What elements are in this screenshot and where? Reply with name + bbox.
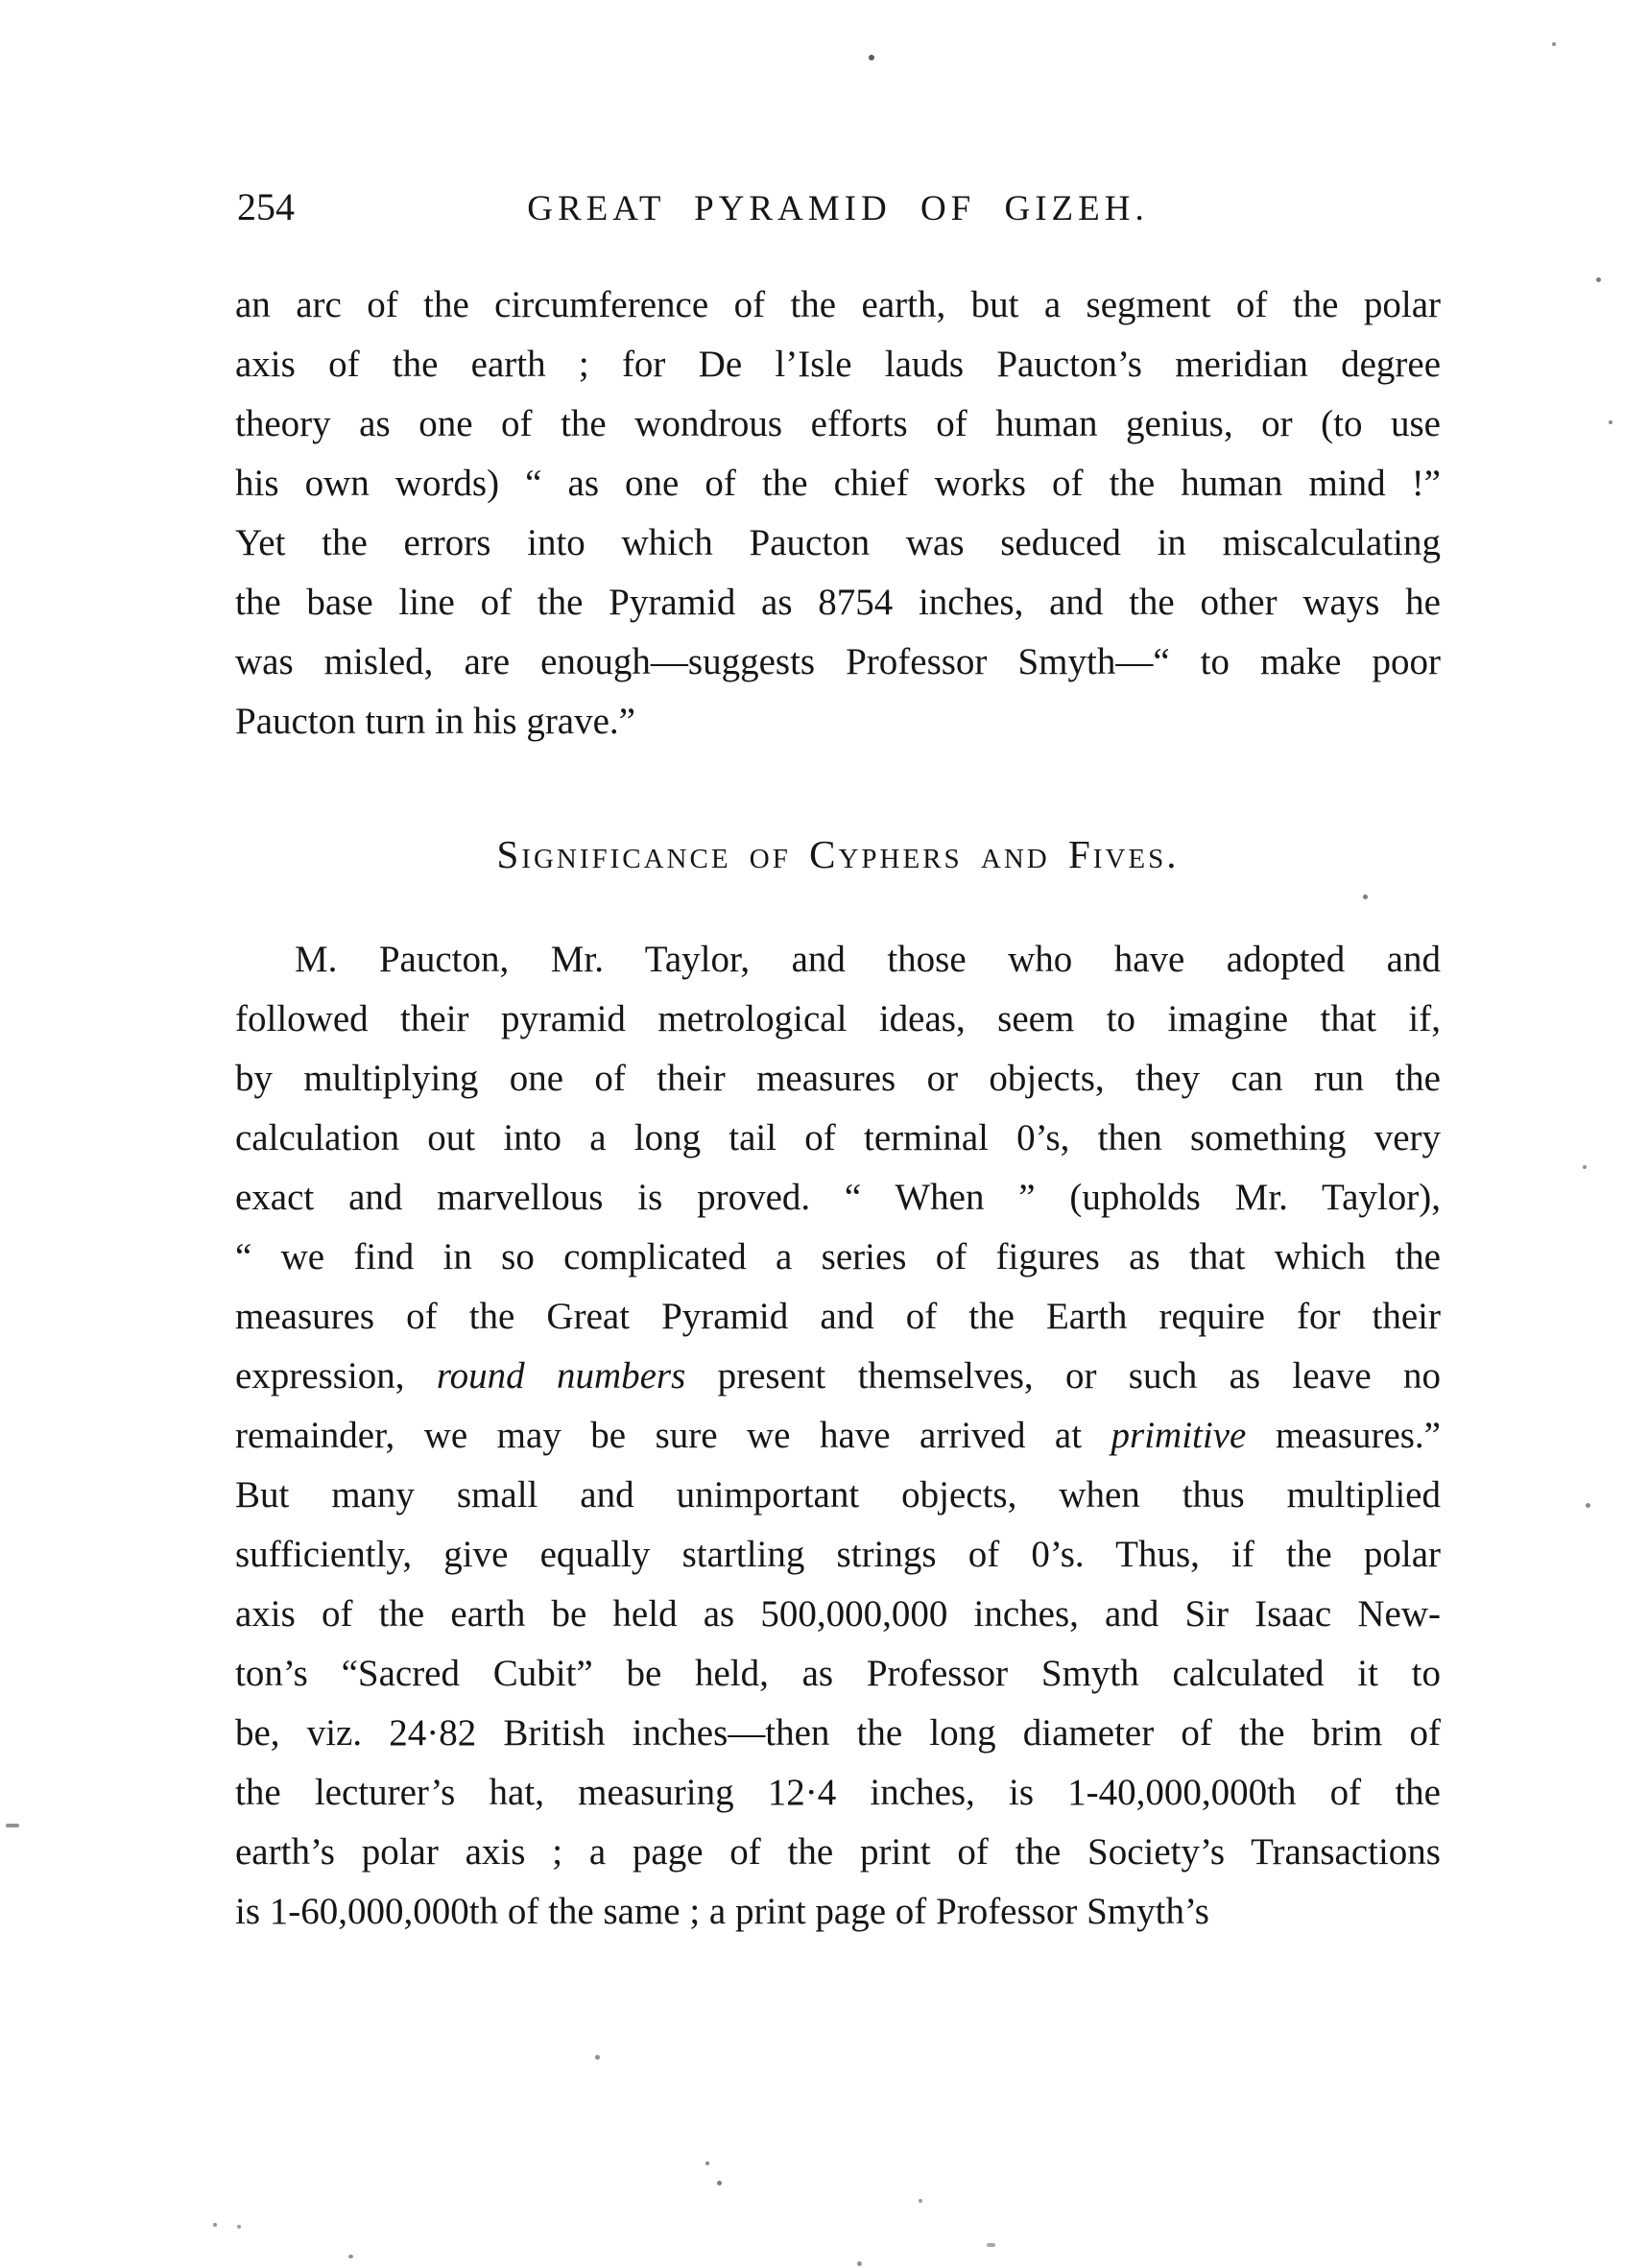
text-run: Paucton turn in his grave.”	[235, 701, 635, 742]
text-run: exact and marvellous is proved. “ When ” (upholds Mr. Taylor),	[235, 1177, 1441, 1218]
text-run: measures.”	[1246, 1415, 1441, 1456]
text-line	[235, 633, 1441, 692]
text-run: calculation out into a long tail of terminal 0’s, then something very	[235, 1117, 1441, 1158]
text-line	[235, 394, 1441, 454]
scan-speck	[237, 2225, 241, 2229]
text-run: an arc of the circumference of the earth, but a segment of the polar	[235, 284, 1441, 325]
text-run: his own words) “ as one of the chief works of the human mind !”	[235, 463, 1441, 504]
text-line	[235, 1049, 1441, 1109]
scan-speck	[1552, 42, 1556, 46]
text-run: the base line of the Pyramid as 8754 inches, and the other ways he	[235, 582, 1441, 623]
text-line	[235, 1525, 1441, 1585]
text-run: expression,	[235, 1355, 437, 1397]
scan-speck	[705, 2161, 709, 2165]
scan-speck	[1586, 1503, 1590, 1508]
paragraph	[235, 930, 1441, 1942]
text-line	[235, 930, 1441, 990]
section-heading: Significance of Cyphers and Fives.	[496, 832, 1180, 876]
text-run: axis of the earth be held as 500,000,000 inches, and Sir Isaac New-	[235, 1593, 1441, 1635]
scan-speck	[213, 2223, 217, 2227]
text-run: axis of the earth ; for De l’Isle lauds Paucton’s meridian degree	[235, 344, 1441, 385]
text-column	[235, 184, 1441, 1942]
text-run: was misled, are enough—suggests Professor Smyth—“ to make poor	[235, 641, 1441, 682]
text-run: is 1-60,000,000th of the same ; a print page of Professor Smyth’s	[235, 1891, 1209, 1932]
text-run: Yet the errors into which Paucton was seduced in miscalculating	[235, 522, 1441, 563]
text-line	[235, 275, 1441, 335]
text-line	[235, 513, 1441, 573]
text-line	[235, 1704, 1441, 1763]
text-run: ton’s “Sacred Cubit” be held, as Professor Smyth calculated it to	[235, 1653, 1441, 1694]
text-run: theory as one of the wondrous efforts of human genius, or (to use	[235, 403, 1441, 444]
text-run: by multiplying one of their measures or objects, they can run the	[235, 1058, 1441, 1099]
text-line	[235, 990, 1441, 1049]
text-line	[235, 1644, 1441, 1704]
scan-speck	[595, 2055, 600, 2060]
scan-speck	[6, 1824, 19, 1827]
page-header	[235, 184, 1441, 230]
scan-speck	[1596, 277, 1601, 282]
text-line	[235, 335, 1441, 394]
text-run: present themselves, or such as leave no	[685, 1355, 1442, 1397]
text-line	[235, 1882, 1441, 1942]
paragraph	[235, 275, 1441, 752]
scan-speck	[869, 55, 874, 60]
text-line	[235, 1168, 1441, 1228]
text-run: M. Paucton, Mr. Taylor, and those who have adopted and	[295, 939, 1441, 980]
scan-speck	[919, 2199, 922, 2203]
text-line	[235, 1228, 1441, 1287]
page-number: 254	[237, 185, 295, 228]
text-run: sufficiently, give equally startling strings of 0’s. Thus, if the polar	[235, 1534, 1441, 1575]
text-run: But many small and unimportant objects, when thus multiplied	[235, 1474, 1441, 1516]
text-run: be, viz. 24·82 British inches—then the long diameter of the brim of	[235, 1712, 1441, 1754]
text-line	[235, 1347, 1441, 1406]
text-run: “ we find in so complicated a series of figures as that which the	[235, 1236, 1441, 1277]
text-run: remainder, we may be sure we have arrived at	[235, 1415, 1111, 1456]
text-line	[235, 573, 1441, 633]
running-title: GREAT PYRAMID OF GIZEH.	[527, 189, 1149, 228]
text-line	[235, 1287, 1441, 1347]
text-run: measures of the Great Pyramid and of the Earth require for their	[235, 1296, 1441, 1337]
scan-speck	[348, 2255, 353, 2258]
text-line	[235, 1823, 1441, 1882]
scan-speck	[1583, 1165, 1587, 1169]
scan-speck	[857, 2261, 862, 2266]
scan-speck	[987, 2243, 995, 2247]
scan-speck	[1609, 420, 1612, 424]
text-line	[235, 692, 1441, 752]
text-line	[235, 1585, 1441, 1644]
text-line	[235, 1109, 1441, 1168]
text-run: the lecturer’s hat, measuring 12·4 inches, is 1-40,000,000th of the	[235, 1772, 1441, 1813]
text-line	[235, 1763, 1441, 1823]
scan-speck	[717, 2181, 722, 2185]
italic-text: primitive	[1111, 1415, 1247, 1456]
text-line	[235, 1406, 1441, 1466]
text-run: earth’s polar axis ; a page of the print of the Society’s Transactions	[235, 1831, 1441, 1873]
text-run: followed their pyramid metrological ideas, seem to imagine that if,	[235, 998, 1441, 1039]
page-text	[235, 275, 1441, 1942]
text-line	[235, 454, 1441, 513]
italic-text: round numbers	[436, 1355, 686, 1397]
text-line	[235, 1466, 1441, 1525]
